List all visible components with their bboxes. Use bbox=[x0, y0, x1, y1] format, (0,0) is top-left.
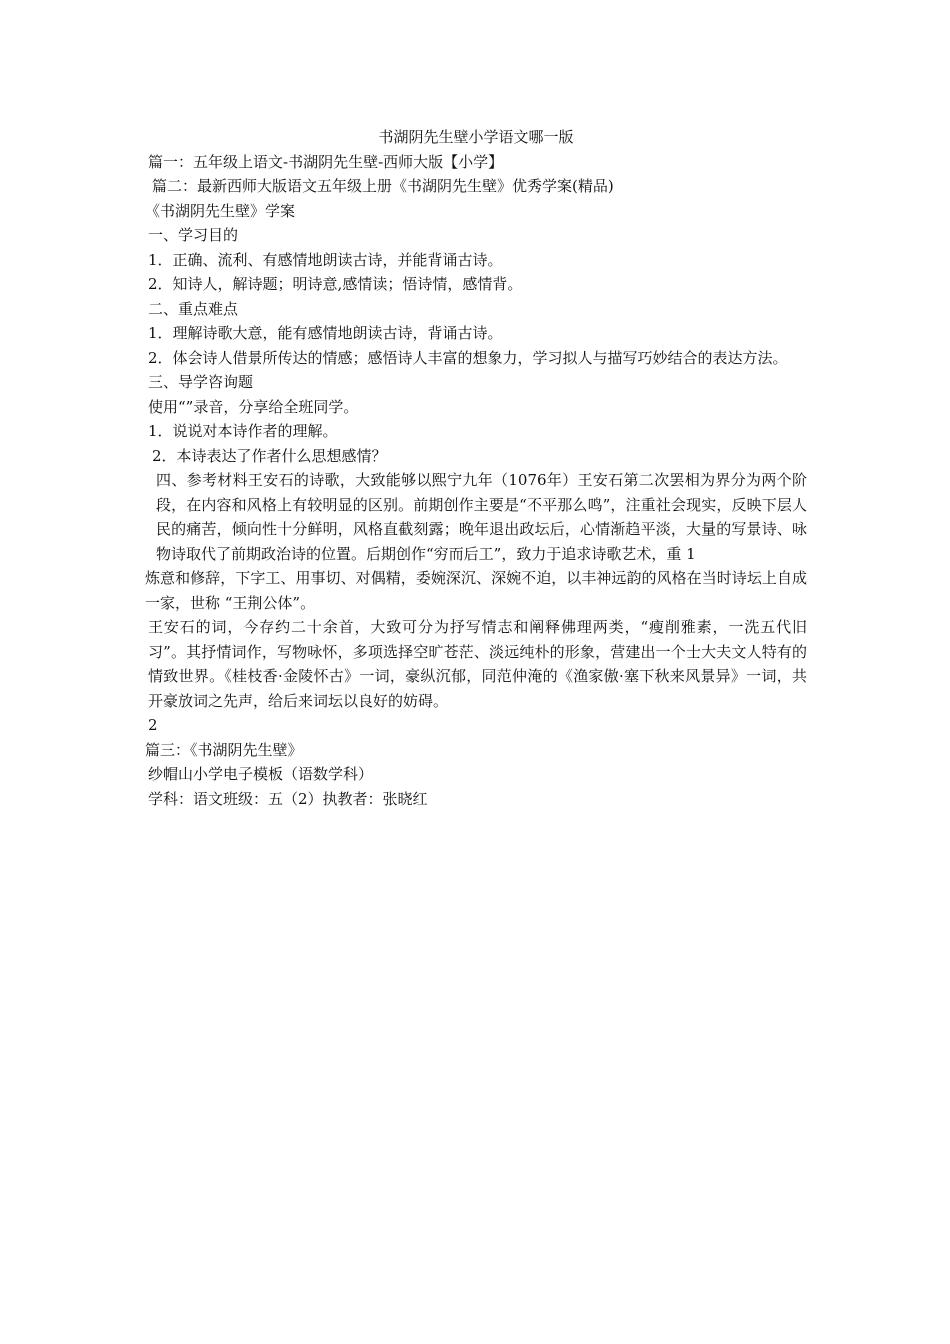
page-number: 2 bbox=[148, 716, 158, 734]
section-2-heading: 二、重点难点 bbox=[148, 299, 239, 318]
pian2-heading: 篇二：最新西师大版语文五年级上册《书湖阴先生壁》优秀学案(精品) bbox=[152, 177, 614, 195]
section-4-paragraph-2: 炼意和修辞，下字工、用事切、对偶精，委婉深沉、深婉不迫，以丰神远韵的风格在当时诗坛上自成一家，世称 “王荆公体”。 bbox=[145, 569, 807, 612]
section-1-item-1: 1．正确、流利、有感情地朗读古诗，并能背诵古诗。 bbox=[148, 250, 503, 269]
subject-info-line: 学科：语文班级：五（2）执教者：张晓红 bbox=[148, 789, 428, 808]
xuean-title: 《书湖阴先生壁》学案 bbox=[145, 201, 296, 220]
section-3-item-1: 1．说说对本诗作者的理解。 bbox=[148, 422, 338, 440]
section-2-item-1: 1．理解诗歌大意，能有感情地朗读古诗，背诵古诗。 bbox=[148, 324, 503, 342]
school-template-line: 纱帽山小学电子模板（语数学科） bbox=[148, 765, 374, 783]
section-2-item-2: 2．体会诗人借景所传达的情感；感悟诗人丰富的想象力，学习拟人与描写巧妙结合的表达方法。 bbox=[148, 348, 788, 367]
pian3-heading: 篇三：《书湖阴先生壁》 bbox=[145, 740, 303, 759]
pian1-heading: 篇一：五年级上语文-书湖阴先生壁-西师大版【小学】 bbox=[148, 152, 504, 171]
document-body bbox=[145, 125, 807, 811]
section-3-heading: 三、导学咨询题 bbox=[148, 373, 254, 391]
section-3-intro: 使用“”录音，分享给全班同学。 bbox=[148, 397, 359, 416]
section-4-paragraph-3: 王安石的词，今存约二十余首，大致可分为抒写情志和阐释佛理两类，“瘦削雅素，一洗五代旧习”。其抒情词作，写物咏怀，多项选择空旷苍茫、淡远纯朴的形象，营建出一个士大夫文人特有的情致世界。《桂枝香·金陵怀古》一词，豪纵沉郁，同范仲淹的《渔家傲·塞下秋来风景异》一词，共开豪放词之先声，给后来词坛以良好的妨碍。 bbox=[148, 618, 807, 710]
document-title: 书湖阴先生壁小学语文哪一版 bbox=[378, 128, 574, 146]
section-1-heading: 一、学习目的 bbox=[148, 226, 239, 244]
section-4-paragraph-1: 四、参考材料王安石的诗歌，大致能够以熙宁九年（1076年）王安石第二次罢相为界分为两个阶段，在内容和风格上有较明显的区别。前期创作主要是“不平那么鸣”，注重社会现实，反映下层人民的痛苦，倾向性十分鲜明，风格直截刻露；晚年退出政坛后，心情渐趋平淡，大量的写景诗、咏物诗取代了前期政治诗的位置。后期创作“穷而后工”，致力于追求诗歌艺术，重 1 bbox=[156, 471, 807, 563]
section-3-item-2: 2．本诗表达了作者什么思想感情？ bbox=[152, 446, 387, 465]
section-1-item-2: 2．知诗人，解诗题；明诗意,感情读；悟诗情，感情背。 bbox=[148, 275, 523, 293]
